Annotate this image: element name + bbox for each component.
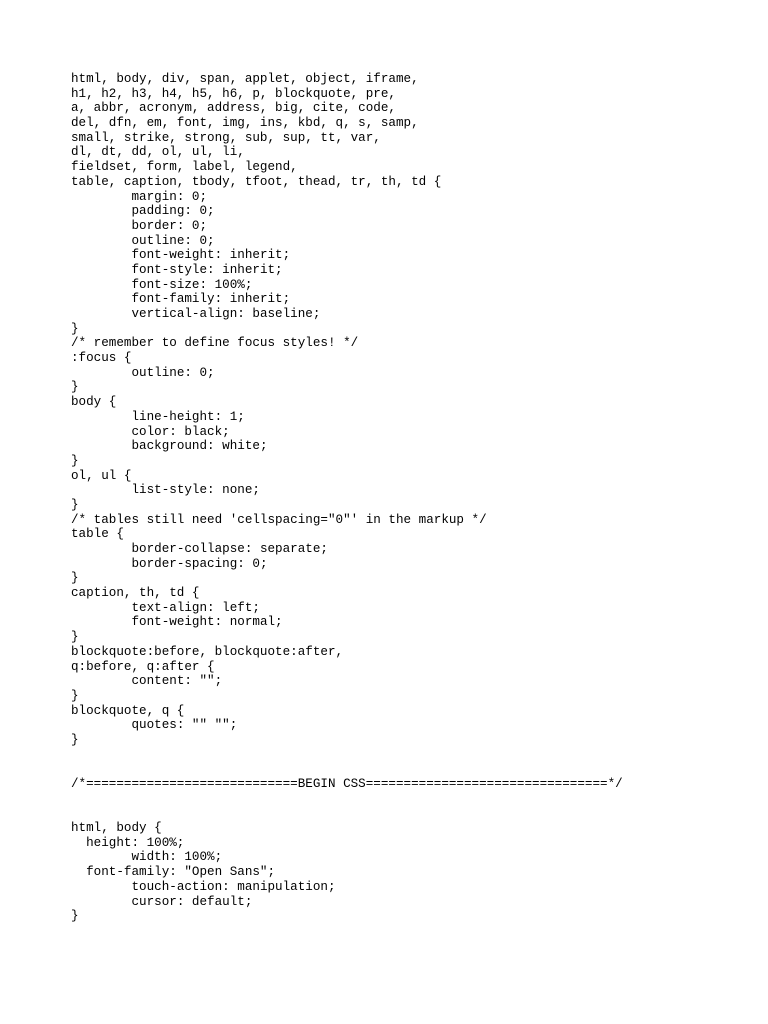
code-line: q:before, q:after { (71, 659, 215, 674)
code-line: table { (71, 527, 124, 542)
code-line: background: white; (71, 439, 268, 454)
code-line: } (71, 453, 79, 468)
code-line: font-size: 100%; (71, 277, 253, 292)
code-line: :focus { (71, 351, 132, 366)
code-line (71, 748, 623, 763)
code-line (71, 762, 623, 777)
code-line: blockquote:before, blockquote:after, (71, 644, 344, 659)
code-line: html, body, div, span, applet, object, iframe, (71, 72, 419, 86)
code-line: } (71, 630, 79, 645)
css-code-block (71, 72, 623, 924)
code-line: outline: 0; (71, 365, 215, 380)
code-line: /*============================BEGIN CSS================================*/ (71, 777, 623, 791)
code-line: content: ""; (71, 674, 223, 689)
code-line: font-family: "Open Sans"; (71, 865, 276, 880)
code-line: border: 0; (71, 218, 208, 233)
code-line: font-style: inherit; (71, 262, 283, 277)
code-line: body { (71, 395, 117, 410)
code-line: blockquote, q { (71, 703, 185, 718)
code-line: small, strike, strong, sub, sup, tt, var, (71, 130, 381, 145)
code-line: dl, dt, dd, ol, ul, li, (71, 145, 245, 160)
code-line: ol, ul { (71, 468, 132, 483)
code-line: quotes: "" ""; (71, 718, 238, 733)
code-line (71, 792, 623, 807)
code-line: del, dfn, em, font, img, ins, kbd, q, s, samp, (71, 116, 419, 131)
code-line: font-weight: inherit; (71, 248, 291, 263)
code-line: caption, th, td { (71, 586, 200, 601)
code-line: cursor: default; (71, 894, 253, 909)
code-line: } (71, 688, 79, 703)
code-line: } (71, 497, 79, 512)
code-line: margin: 0; (71, 189, 208, 204)
code-line: outline: 0; (71, 233, 215, 248)
code-line: width: 100%; (71, 850, 223, 865)
code-line: text-align: left; (71, 600, 260, 615)
code-line: padding: 0; (71, 204, 215, 219)
code-line: color: black; (71, 424, 230, 439)
code-line: h1, h2, h3, h4, h5, h6, p, blockquote, pre, (71, 86, 396, 101)
code-line: /* remember to define focus styles! */ (71, 336, 359, 351)
code-line: } (71, 321, 79, 336)
code-line: border-collapse: separate; (71, 542, 328, 556)
code-line: } (71, 732, 79, 747)
code-line: } (71, 909, 79, 924)
code-line: html, body { (71, 821, 162, 836)
code-line: border-spacing: 0; (71, 556, 268, 571)
code-line: font-weight: normal; (71, 615, 283, 630)
code-line: height: 100%; (71, 835, 185, 850)
code-line: font-family: inherit; (71, 292, 291, 307)
code-line: a, abbr, acronym, address, big, cite, code, (71, 101, 396, 116)
code-line: /* tables still need 'cellspacing="0"' in the markup */ (71, 512, 487, 527)
code-line: } (71, 380, 79, 395)
code-line (71, 806, 623, 821)
code-line: } (71, 571, 79, 586)
code-line: fieldset, form, label, legend, (71, 160, 298, 175)
code-line: list-style: none; (71, 483, 260, 498)
code-line: table, caption, tbody, tfoot, thead, tr, th, td { (71, 174, 442, 189)
code-line: vertical-align: baseline; (71, 307, 321, 321)
code-line: touch-action: manipulation; (71, 879, 336, 894)
code-line: line-height: 1; (71, 409, 245, 424)
